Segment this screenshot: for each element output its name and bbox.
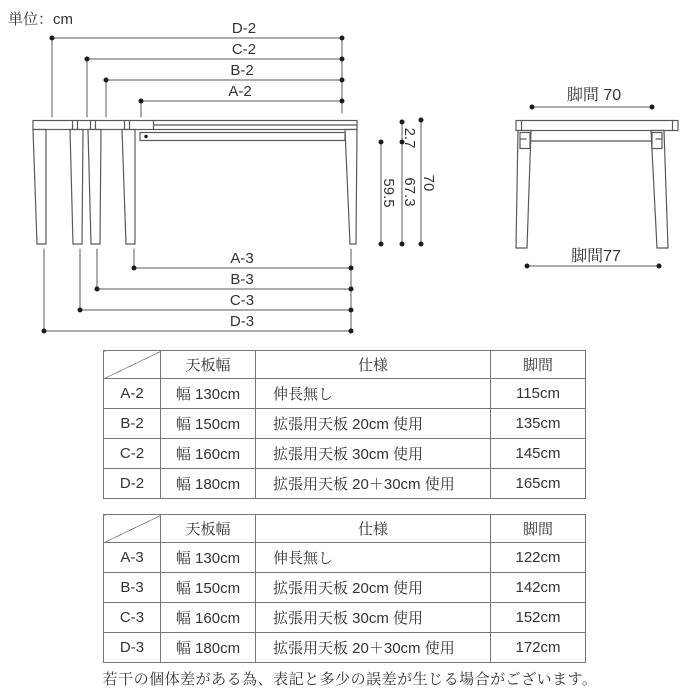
dim-label-total-height: 70 (420, 174, 437, 192)
bottom-span-dimensions (42, 249, 354, 334)
leg (122, 130, 135, 245)
col-header-spec: 仕様 (256, 351, 491, 379)
dim-label-a2: A-2 (228, 83, 252, 100)
cell-spec: 拡張用天板 30cm 使用 (256, 603, 491, 633)
cell-spec: 伸長無し (256, 379, 491, 409)
leg (345, 130, 357, 245)
dim-label-below-top: 67.3 (401, 177, 418, 207)
row-id: A-3 (104, 543, 161, 573)
dim-label-leg-span-bottom: 脚間77 (571, 248, 621, 265)
col-header-spec: 仕様 (256, 515, 491, 543)
row-id: B-3 (104, 573, 161, 603)
row-id: D-2 (104, 469, 161, 499)
side-view-dimensions (525, 86, 662, 269)
row-id: D-3 (104, 633, 161, 663)
table-front-view (33, 121, 357, 245)
cell-width: 幅 150cm (161, 409, 256, 439)
dim-label-a3: A-3 (230, 250, 254, 267)
tabletop-side (516, 121, 678, 131)
spec-table-3-series (103, 514, 586, 663)
leg-bracket (652, 133, 662, 149)
col-header-leg-span: 脚間 (491, 351, 586, 379)
height-dimensions (379, 118, 438, 247)
dim-label-b3: B-3 (230, 271, 254, 288)
table-row (104, 379, 586, 409)
dim-label-c2: C-2 (231, 41, 257, 58)
cell-leg-span: 152cm (491, 603, 586, 633)
cell-leg-span: 172cm (491, 633, 586, 663)
table-row (104, 469, 586, 499)
cell-width: 幅 130cm (161, 543, 256, 573)
leg-bracket (520, 133, 530, 149)
dim-label-under-apron: 59.5 (380, 178, 397, 208)
cell-leg-span: 135cm (491, 409, 586, 439)
unit-label: 単位：cm (8, 11, 73, 28)
cell-width: 幅 160cm (161, 439, 256, 469)
apron-front (140, 133, 345, 141)
disclaimer-note: 若干の個体差がある為、表記と多少の誤差が生じる場合がございます。 (102, 671, 598, 688)
cell-leg-span: 165cm (491, 469, 586, 499)
row-id: C-2 (104, 439, 161, 469)
table-row (104, 409, 586, 439)
cell-spec: 拡張用天板 20＋30cm 使用 (256, 633, 491, 663)
col-header-top-width: 天板幅 (161, 351, 256, 379)
spec-table-2-series (103, 350, 586, 499)
table-row (104, 543, 586, 573)
table-side-view (516, 121, 678, 249)
cell-spec: 拡張用天板 20cm 使用 (256, 409, 491, 439)
corner-cell (104, 351, 161, 379)
cell-leg-span: 115cm (491, 379, 586, 409)
top-width-dimensions (50, 20, 345, 117)
dim-label-b2: B-2 (230, 62, 254, 79)
col-header-top-width: 天板幅 (161, 515, 256, 543)
cell-width: 幅 150cm (161, 573, 256, 603)
row-id: B-2 (104, 409, 161, 439)
table-row (104, 573, 586, 603)
dim-label-thickness: 2.7 (401, 127, 418, 149)
cell-spec: 拡張用天板 20cm 使用 (256, 573, 491, 603)
table-row (104, 633, 586, 663)
leg (70, 130, 83, 245)
cell-width: 幅 160cm (161, 603, 256, 633)
dim-label-c3: C-3 (229, 292, 255, 309)
table-header-row (104, 351, 586, 379)
row-id: C-3 (104, 603, 161, 633)
cell-leg-span: 142cm (491, 573, 586, 603)
cell-spec: 拡張用天板 20＋30cm 使用 (256, 469, 491, 499)
dim-label-leg-span-top: 脚間 70 (566, 87, 622, 104)
leg (88, 130, 101, 245)
cell-spec: 伸長無し (256, 543, 491, 573)
dim-label-d3: D-3 (229, 313, 255, 330)
cell-leg-span: 122cm (491, 543, 586, 573)
cell-width: 幅 130cm (161, 379, 256, 409)
table-row (104, 439, 586, 469)
corner-cell (104, 515, 161, 543)
cell-spec: 拡張用天板 30cm 使用 (256, 439, 491, 469)
dim-label-d2: D-2 (231, 20, 257, 37)
cell-width: 幅 180cm (161, 633, 256, 663)
cell-leg-span: 145cm (491, 439, 586, 469)
cell-width: 幅 180cm (161, 469, 256, 499)
table-row (104, 603, 586, 633)
leg (33, 130, 46, 245)
table-header-row (104, 515, 586, 543)
row-id: A-2 (104, 379, 161, 409)
dimension-diagram (0, 0, 700, 348)
col-header-leg-span: 脚間 (491, 515, 586, 543)
